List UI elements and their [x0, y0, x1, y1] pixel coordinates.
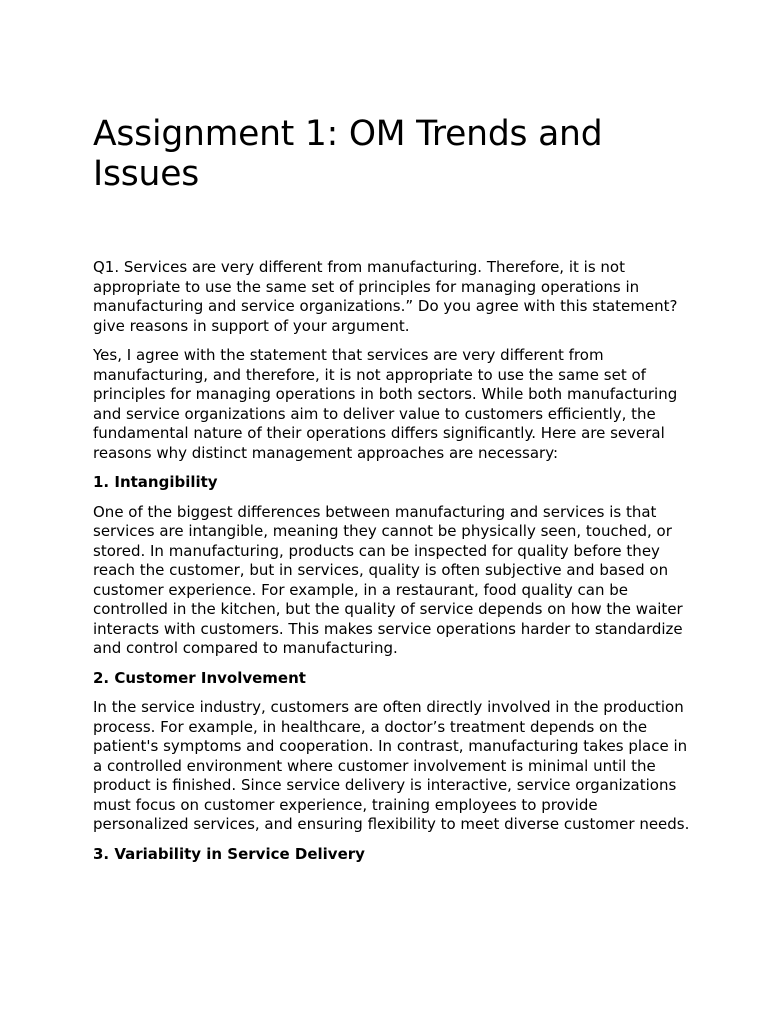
- document-body: [93, 258, 693, 874]
- section-heading-variability: 3. Variability in Service Delivery: [93, 844, 365, 863]
- question-paragraph: Q1. Services are very different from manufacturing. Therefore, it is not appropriate to use the same set of principles for managing operations in manufacturing and service organizations.” Do you agree with this statement? give reasons in support of your argument.: [93, 258, 678, 335]
- intro-paragraph: Yes, I agree with the statement that services are very different from manufacturing, and therefore, it is not appropriate to use the same set of principles for managing operations in both sectors. While both manufacturing and service organizations aim to deliver value to customers efficiently, the fundamental nature of their operations differs significantly. Here are several reasons why distinct management approaches are necessary:: [93, 346, 678, 462]
- title-line-2: Issues: [93, 154, 199, 194]
- document-title: [93, 114, 693, 194]
- section-heading-customer-involvement: 2. Customer Involvement: [93, 668, 306, 687]
- title-line-1: Assignment 1: OM Trends and: [93, 114, 603, 154]
- section-heading-intangibility: 1. Intangibility: [93, 473, 218, 491]
- document-header: [93, 114, 693, 194]
- section-body-intangibility: One of the biggest differences between manufacturing and services is that services are intangible, meaning they cannot be physically seen, touched, or stored. In manufacturing, products can be inspected for quality before they reach the customer, but in services, quality is often subjective and based on customer experience. For example, in a restaurant, food quality can be controlled in the kitchen, but the quality of service depends on how the waiter interacts with customers. This makes service operations harder to standardize and control compared to manufacturing.: [93, 502, 683, 657]
- section-body-customer-involvement: In the service industry, customers are often directly involved in the production process. For example, in healthcare, a doctor’s treatment depends on the patient's symptoms and cooperation. In contrast, manufacturing takes place in a controlled environment where customer involvement is minimal until the product is finished. Since service delivery is interactive, service organizations must focus on customer experience, training employees to provide personalized services, and ensuring flexibility to meet diverse customer needs.: [93, 698, 690, 833]
